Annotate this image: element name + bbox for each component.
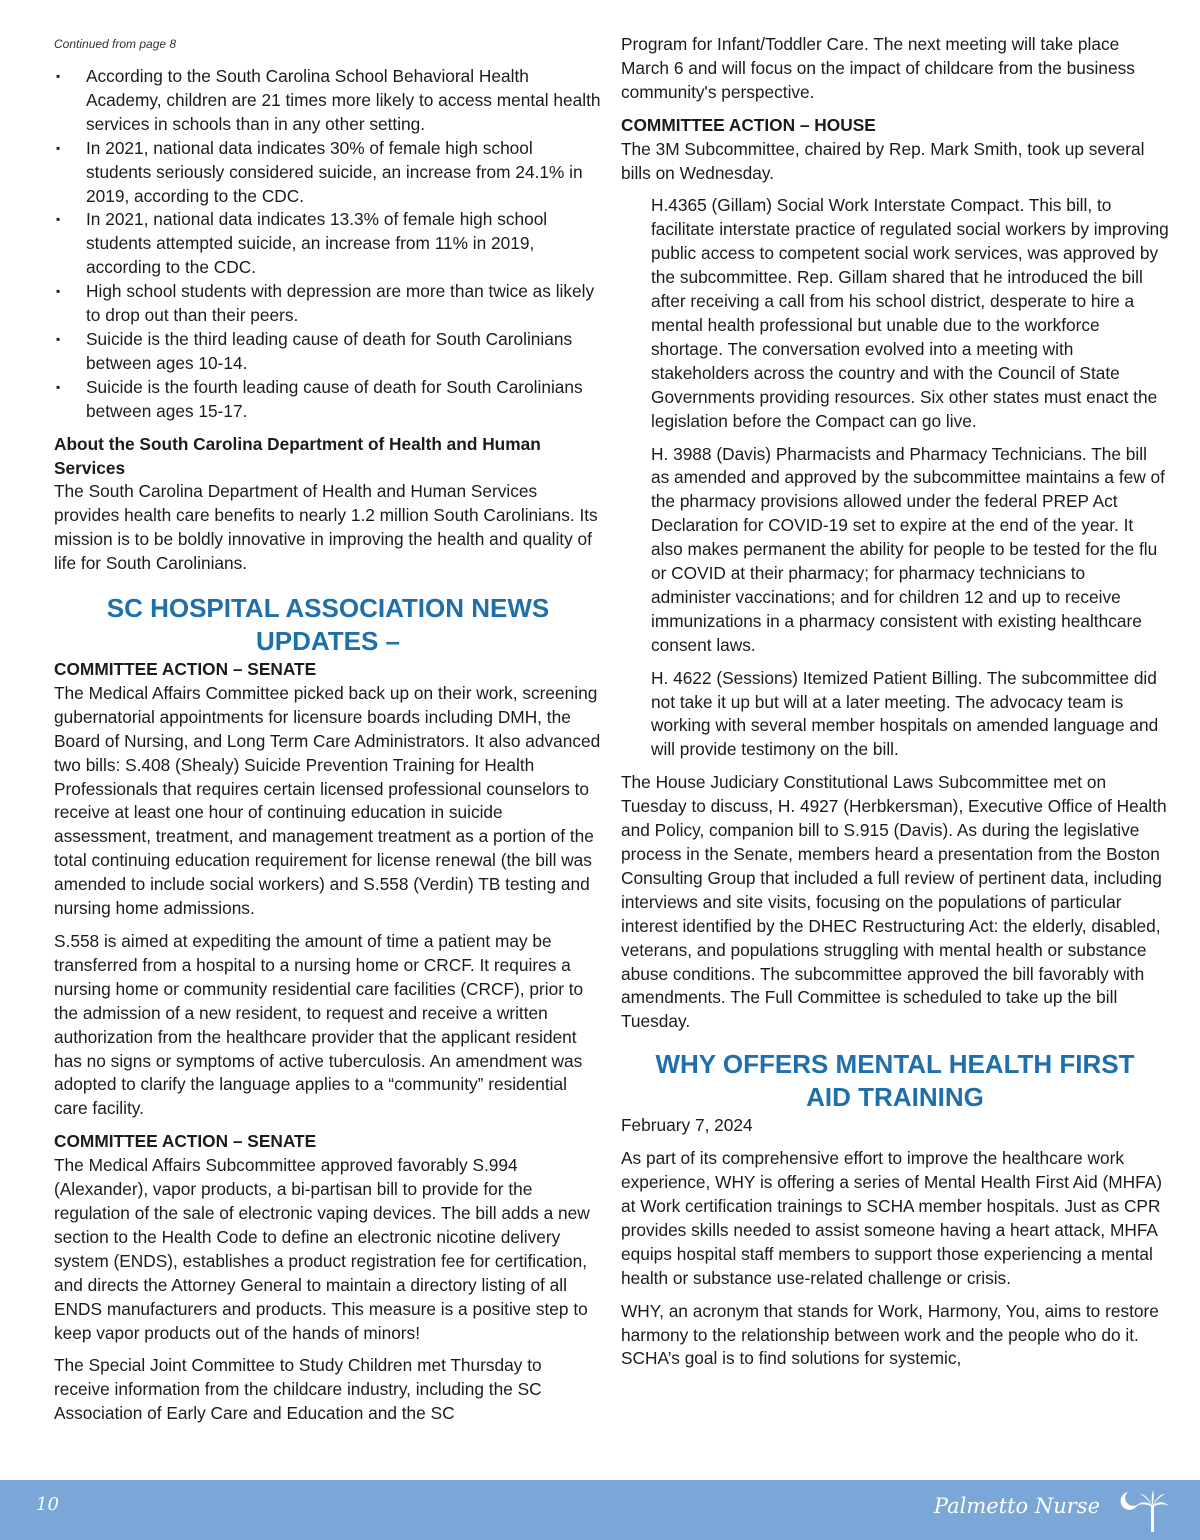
spacer bbox=[54, 424, 602, 433]
scha-news-title: SC HOSPITAL ASSOCIATION NEWS UPDATES – bbox=[106, 593, 550, 657]
list-item: ▪ Suicide is the fourth leading cause of death for South Carolinians between ages 15-17. bbox=[56, 376, 583, 421]
page-footer bbox=[0, 1480, 1200, 1540]
why-paragraph-2: WHY, an acronym that stands for Work, Harmony, You, aims to restore harmony to the relationship between work and the people who do it. SCHA’s goal is to find solutions for systemic, bbox=[621, 1300, 1159, 1369]
why-title: WHY OFFERS MENTAL HEALTH FIRST AID TRAINING bbox=[655, 1049, 1135, 1113]
right-column bbox=[621, 33, 1169, 1371]
list-item: ▪ According to the South Carolina School Behavioral Health Academy, children are 21 times more likely to access mental health services in schools than in any other setting. bbox=[56, 66, 601, 134]
bullet-icon: ▪ bbox=[56, 212, 61, 227]
house-item-h4622: H. 4622 (Sessions) Itemized Patient Billing. The subcommittee did not take it up but will at a later meeting. The advocacy team is working with several member hospitals on amended language and will provide testimony on the bill. bbox=[651, 667, 1159, 760]
bullet-icon: ▪ bbox=[56, 284, 61, 299]
about-heading: About the South Carolina Department of Health and Human Services bbox=[54, 433, 541, 478]
senate-paragraph-1: The Medical Affairs Committee picked back up on their work, screening gubernatorial appointments for licensure boards including DMH, the Board of Nursing, and Long Term Care Administrators. It also advanced two bills: S.408 (Shealy) Suicide Prevention Training for Health Professionals that requires certain licensed professional counselors to receive at least one hour of continuing education in suicide assessment, treatment, and management treatment as a portion of the total continuing education requirement for license renewal (the bill was amended to include social workers) and S.558 (Verdin) TB testing and nursing home admissions. bbox=[54, 682, 601, 919]
special-joint-committee-paragraph: The Special Joint Committee to Study Children met Thursday to receive information from the childcare industry, including the SC Association of Early Care and Education and the SC bbox=[54, 1355, 542, 1424]
list-item: ▪ In 2021, national data indicates 30% of female high school students seriously considered suicide, an increase from 24.1% in 2019, according to the CDC. bbox=[56, 137, 583, 206]
why-paragraph-1: As part of its comprehensive effort to improve the healthcare work experience, WHY is offering a series of Mental Health First Aid (MHFA) at Work certification trainings to SCHA member hospitals. Just as CPR provides skills needed to assist someone having a heart attack, MHFA equips hospital staff members to support those experiencing a mental health or substance use-related challenge or crisis. bbox=[621, 1148, 1163, 1288]
senate-heading-1: COMMITTEE ACTION – SENATE bbox=[54, 659, 317, 680]
bullet-icon: ▪ bbox=[56, 140, 61, 155]
house-item-h3988: H. 3988 (Davis) Pharmacists and Pharmacy Technicians. The bill as amended and approved by the subcommittee maintains a few of the pharmacy provisions allowed under the federal PREP Act Declaration for COVID-19 set to expire at the end of the year. It also makes permanent the ability for people to be tested for the flu or COVID at their pharmacy; for pharmacy technicians to administer vaccinations; and for children 12 and up to receive immunizations in a pharmacy consistent with existing healthcare consent laws. bbox=[651, 443, 1165, 655]
bullet-icon: ▪ bbox=[56, 69, 61, 83]
bullet-icon: ▪ bbox=[56, 379, 61, 394]
subcommittee-paragraph: The Medical Affairs Subcommittee approved favorably S.994 (Alexander), vapor products, a bi-partisan bill to provide for the regulation of the sale of electronic vaping devices. The bill adds a new section to the Health Code to define an electronic nicotine delivery system (ENDS), establishes a product registration fee for certification, and directs the Attorney General to maintain a directory listing of all ENDS manufacturers and products. This measure is a positive step to keep vapor products out of the hands of minors! bbox=[54, 1155, 590, 1343]
list-item: ▪ High school students with depression are more than twice as likely to drop out than their peers. bbox=[56, 281, 595, 326]
judiciary-paragraph: The House Judiciary Constitutional Laws Subcommittee met on Tuesday to discuss, H. 4927 (Herbkersman), Executive Office of Health and Policy, companion bill to S.915 (Davis). As during the legislative process in the Senate, members heard a presentation from the Boston Consulting Group that included a full review of pertinent data, including interviews and site visits, focusing on the populations of particular interest identified by the DHEC Restructuring Act: the elderly, disabled, veterans, and populations struggling with mental health or substance abuse conditions. The subcommittee approved the bill favorably with amendments. The Full Committee is scheduled to take up the bill Tuesday. bbox=[621, 772, 1167, 1032]
senate-heading-2: COMMITTEE ACTION – SENATE bbox=[54, 1131, 317, 1152]
list-item: ▪ Suicide is the third leading cause of death for South Carolinians between ages 10-14. bbox=[56, 328, 573, 373]
house-intro: The 3M Subcommittee, chaired by Rep. Mark Smith, took up several bills on Wednesday. bbox=[621, 138, 1145, 183]
left-column bbox=[54, 65, 602, 1426]
list-item: ▪ In 2021, national data indicates 13.3% of female high school students attempted suicide, an increase from 11% in 2019, according to the CDC. bbox=[56, 209, 548, 278]
palmetto-moon-icon bbox=[1118, 1484, 1170, 1536]
bullet-icon: ▪ bbox=[56, 331, 61, 346]
why-date: February 7, 2024 bbox=[621, 1115, 753, 1136]
special-joint-committee-continued: Program for Infant/Toddler Care. The next meeting will take place March 6 and will focus on the impact of childcare from the business community's perspective. bbox=[621, 34, 1135, 102]
page-number: 10 bbox=[36, 1494, 59, 1515]
continued-note: Continued from page 8 bbox=[54, 37, 177, 51]
house-item-h4365: H.4365 (Gillam) Social Work Interstate Compact. This bill, to facilitate interstate practice of regulated social workers by improving public access to competent social work services, was approved by the subcommittee. Rep. Gillam shared that he introduced the bill after receiving a call from his school district, desperate to hire a mental health professional but unable due to the workforce shortage. The conversation evolved into a meeting with stakeholders across the country and with the Council of State Governments providing resources. Six other states must enact the legislation before the Compact can go live. bbox=[651, 195, 1169, 431]
statistics-bullet-list bbox=[54, 65, 602, 424]
senate-paragraph-2: S.558 is aimed at expediting the amount of time a patient may be transferred from a hospital to a nursing home or CRCF. It requires a nursing home or community residential care facilities (CRCF), prior to the admission of a new resident, to request and receive a written authorization from the healthcare provider that the applicant resident has no signs or symptoms of active tuberculosis. An amendment was adopted to clarify the language applies to a “community” residential care facility. bbox=[54, 931, 584, 1119]
publication-name: Palmetto Nurse bbox=[933, 1494, 1100, 1518]
about-text: The South Carolina Department of Health and Human Services provides health care benefits to nearly 1.2 million South Carolinians. Its mission is to be boldly innovative in improving the health and quality of life for South Carolinians. bbox=[54, 481, 598, 574]
house-heading: COMMITTEE ACTION – HOUSE bbox=[621, 114, 876, 135]
